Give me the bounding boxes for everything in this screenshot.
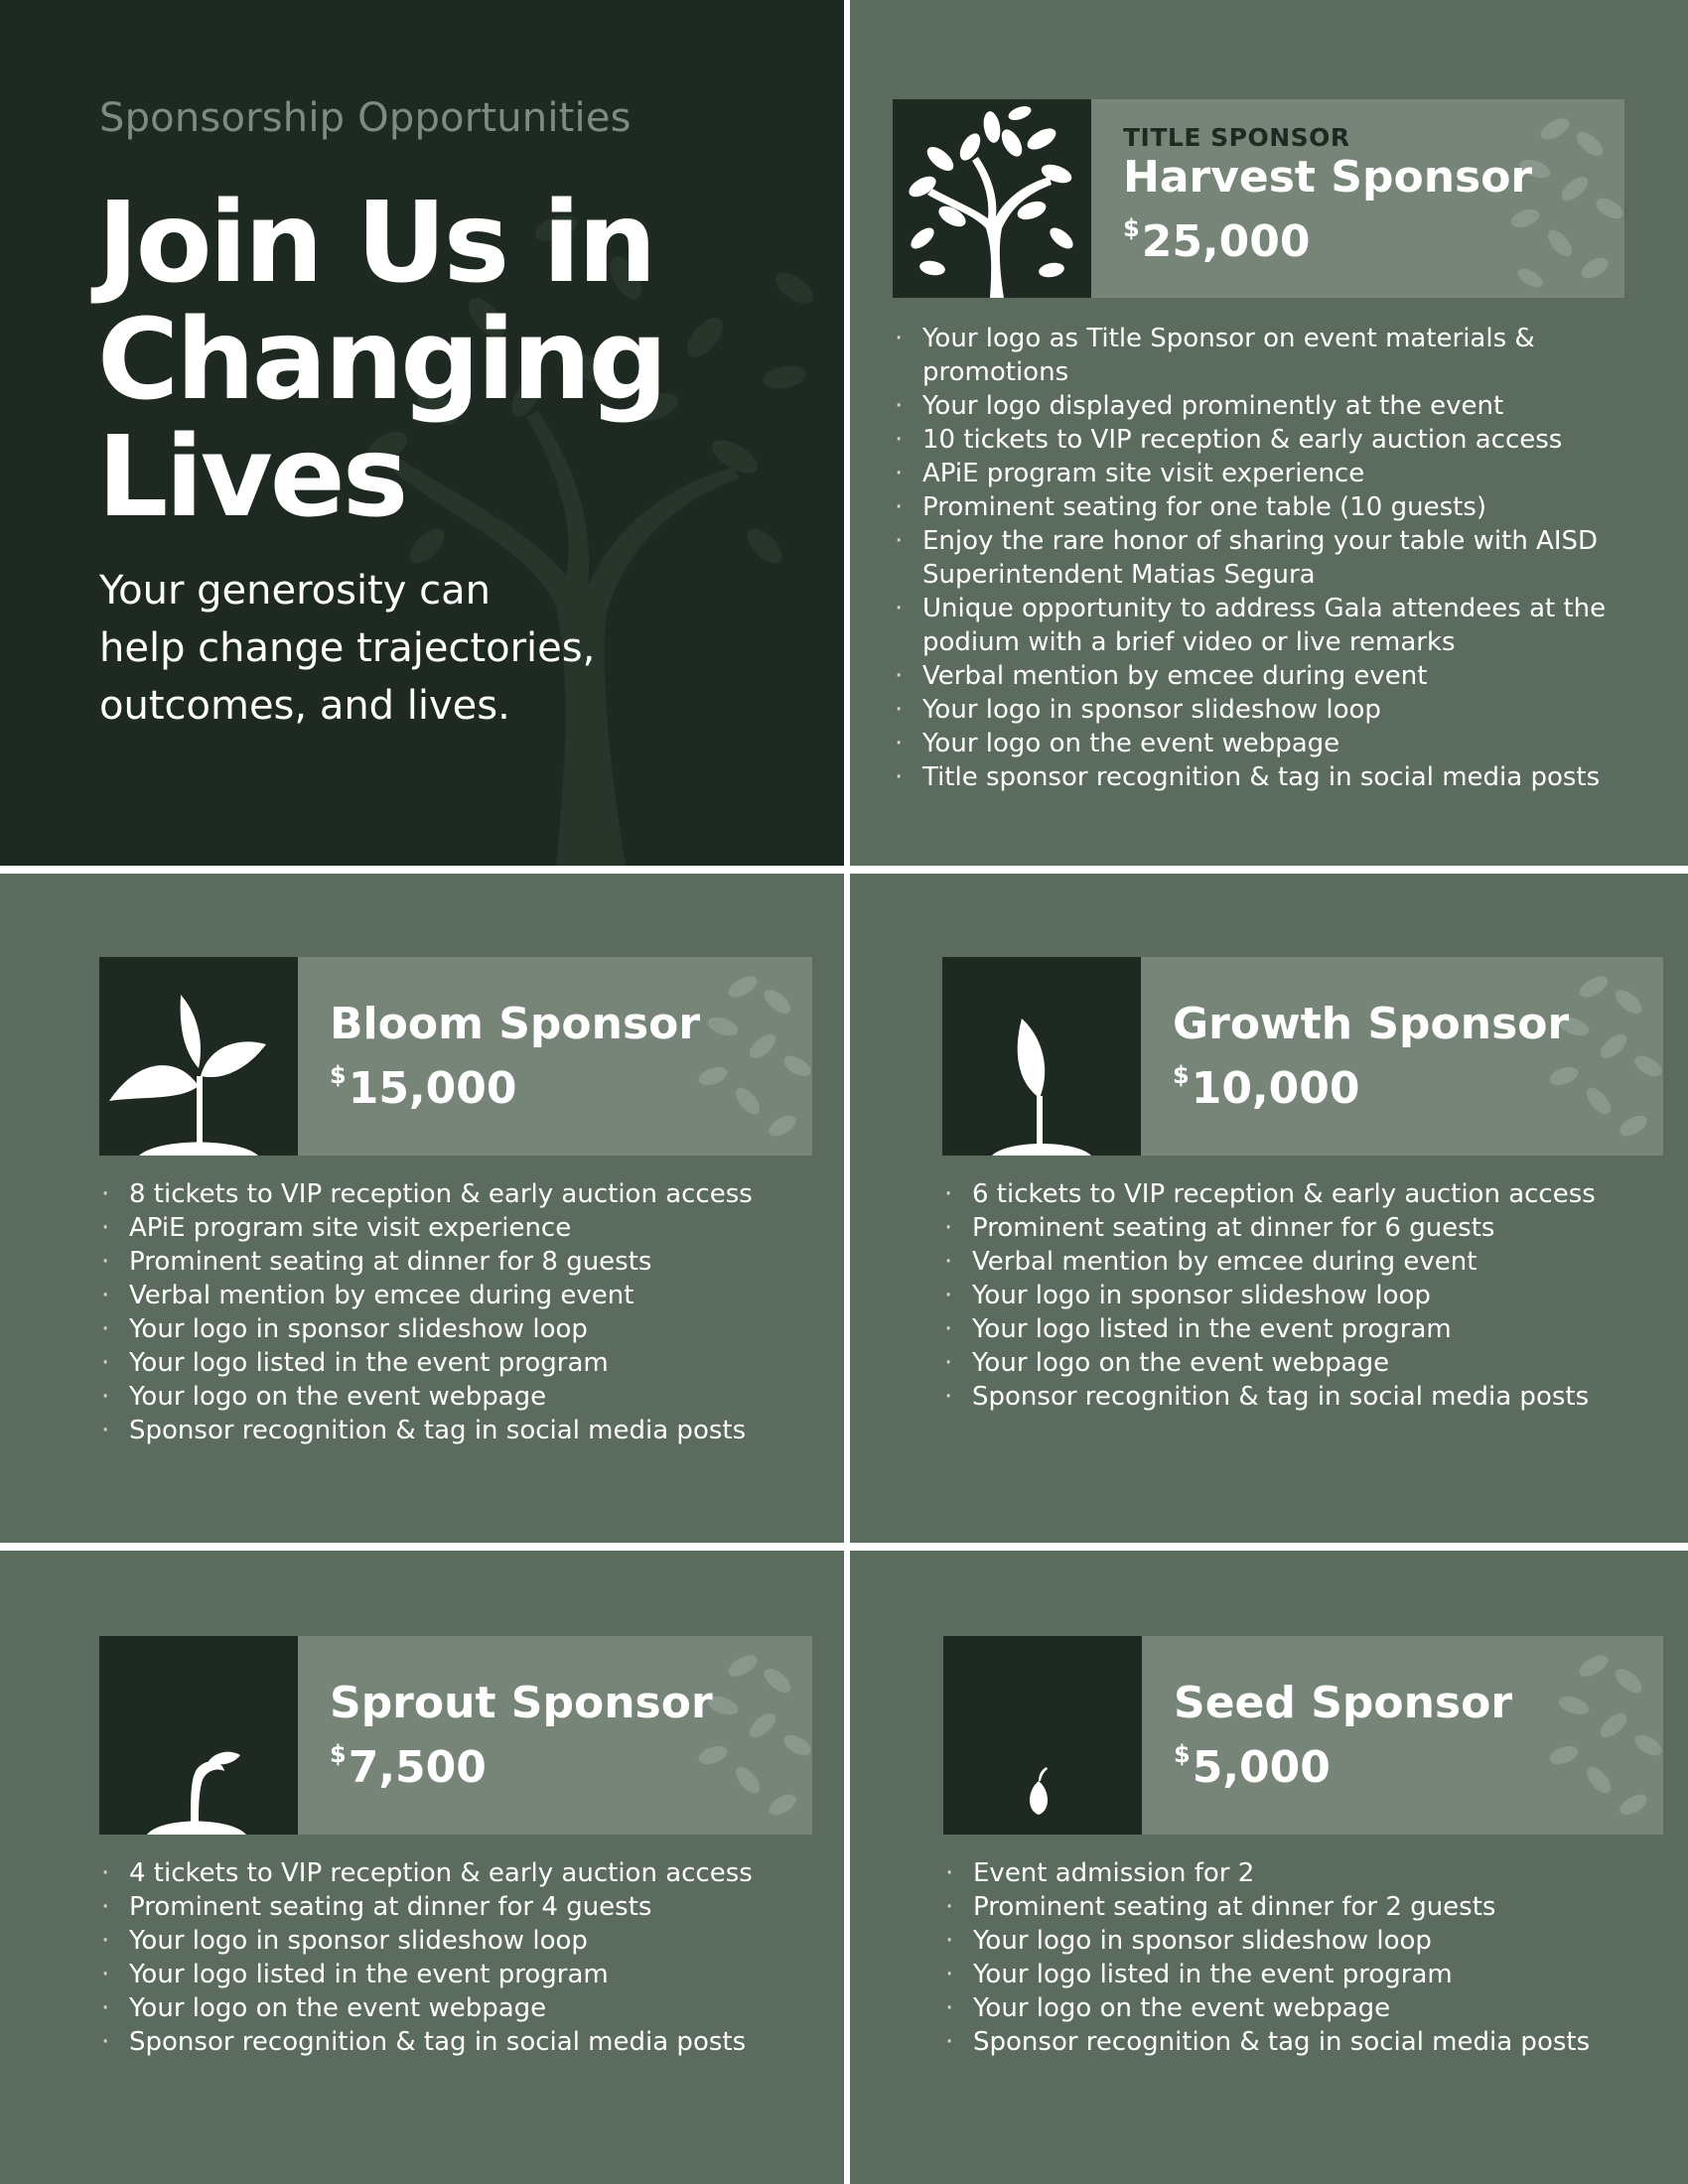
benefit-list: [943, 1856, 1658, 2059]
tier-name: Bloom Sponsor: [330, 999, 701, 1049]
currency-symbol: $: [1173, 1061, 1190, 1089]
benefit-item: · Your logo in sponsor slideshow loop: [942, 1279, 1657, 1312]
benefit-list: [893, 322, 1667, 794]
benefit-item: · 10 tickets to VIP reception & early auction access: [893, 423, 1667, 457]
benefit-item: · Your logo listed in the event program: [942, 1312, 1657, 1346]
title-line: Join Us in: [97, 179, 654, 308]
subtitle-line: help change trajectories,: [99, 625, 596, 671]
amount-value: 7,500: [348, 1742, 487, 1793]
benefit-item: · Verbal mention by emcee during event: [893, 659, 1667, 693]
seed-header-text: [1174, 1678, 1512, 1793]
growth-header-text: [1173, 999, 1569, 1114]
benefit-item: · Your logo on the event webpage: [99, 1991, 814, 2025]
benefit-list: [99, 1177, 814, 1447]
benefit-item: · Your logo in sponsor slideshow loop: [99, 1312, 814, 1346]
benefit-item: · Prominent seating at dinner for 4 guests: [99, 1890, 814, 1924]
benefit-item: · Your logo in sponsor slideshow loop: [943, 1924, 1658, 1958]
amount-value: 10,000: [1191, 1063, 1360, 1114]
amount-value: 5,000: [1192, 1742, 1331, 1793]
hero-panel: [0, 0, 844, 866]
seed-icon: [943, 1636, 1142, 1835]
hero-eyebrow: Sponsorship Opportunities: [99, 95, 632, 141]
benefit-item: · Sponsor recognition & tag in social media posts: [99, 2025, 814, 2059]
benefit-item: · Your logo listed in the event program: [943, 1958, 1658, 1991]
benefit-item: · Your logo on the event webpage: [943, 1991, 1658, 2025]
title-line: Changing: [97, 296, 665, 425]
benefit-item: · Your logo in sponsor slideshow loop: [893, 693, 1667, 727]
benefit-item: · Title sponsor recognition & tag in social media posts: [893, 760, 1667, 794]
benefit-item: · Your logo on the event webpage: [99, 1380, 814, 1414]
benefit-item: · Verbal mention by emcee during event: [99, 1279, 814, 1312]
currency-symbol: $: [1123, 214, 1140, 242]
subtitle-line: outcomes, and lives.: [99, 683, 510, 729]
benefit-item: · Your logo as Title Sponsor on event materials & promotions: [893, 322, 1667, 389]
amount-value: 15,000: [348, 1063, 517, 1114]
seedling-icon: [99, 957, 298, 1156]
benefit-item: · Verbal mention by emcee during event: [942, 1245, 1657, 1279]
page-title: [97, 179, 733, 542]
leaf-pattern-icon: [1534, 1636, 1663, 1835]
benefit-item: · Sponsor recognition & tag in social media posts: [943, 2025, 1658, 2059]
tier-amount: [1123, 204, 1532, 267]
benefit-item: · Your logo listed in the event program: [99, 1346, 814, 1380]
tier-label: TITLE SPONSOR: [1123, 123, 1350, 152]
currency-symbol: $: [330, 1740, 347, 1768]
benefit-item: · Enjoy the rare honor of sharing your table with AISD Superintendent Matias Segura: [893, 524, 1667, 592]
amount-value: 25,000: [1141, 216, 1311, 267]
benefit-item: · Prominent seating at dinner for 2 guests: [943, 1890, 1658, 1924]
harvest-header-text: [1123, 123, 1532, 267]
benefit-item: · Your logo listed in the event program: [99, 1958, 814, 1991]
tier-name: Growth Sponsor: [1173, 999, 1570, 1049]
seed-sponsor-card: [850, 1551, 1688, 2184]
bloom-sponsor-card: [0, 874, 844, 1543]
benefit-item: · Your logo on the event webpage: [893, 727, 1667, 760]
leaf-sprout-icon: [942, 957, 1141, 1156]
tier-name: Seed Sponsor: [1174, 1678, 1513, 1728]
tree-icon: [893, 99, 1091, 298]
benefit-item: · Prominent seating at dinner for 6 guests: [942, 1211, 1657, 1245]
harvest-sponsor-card: [850, 0, 1688, 866]
tier-amount: [330, 1729, 713, 1793]
benefit-item: · APiE program site visit experience: [99, 1211, 814, 1245]
benefit-item: · Prominent seating for one table (10 guests): [893, 490, 1667, 524]
tier-name: Harvest Sponsor: [1123, 152, 1533, 203]
benefit-item: · Event admission for 2: [943, 1856, 1658, 1890]
bloom-sponsor-header: [99, 957, 812, 1156]
benefit-list: [99, 1856, 814, 2059]
tier-name: Sprout Sponsor: [330, 1678, 713, 1728]
benefit-item: · Your logo on the event webpage: [942, 1346, 1657, 1380]
sprout-sponsor-header: [99, 1636, 812, 1835]
title-line: Lives: [97, 413, 406, 542]
tier-amount: [1173, 1050, 1569, 1114]
bloom-header-text: [330, 999, 700, 1114]
benefit-list: [942, 1177, 1657, 1414]
benefit-item: · Unique opportunity to address Gala attendees at the podium with a brief video or live remarks: [893, 592, 1667, 659]
benefit-item: · 6 tickets to VIP reception & early auction access: [942, 1177, 1657, 1211]
harvest-sponsor-header: [893, 99, 1624, 298]
seed-sponsor-header: [943, 1636, 1663, 1835]
sprout-icon: [99, 1636, 298, 1835]
currency-symbol: $: [330, 1061, 347, 1089]
benefit-item: · Your logo displayed prominently at the event: [893, 389, 1667, 423]
growth-sponsor-header: [942, 957, 1663, 1156]
benefit-item: · 8 tickets to VIP reception & early auction access: [99, 1177, 814, 1211]
tier-amount: [330, 1050, 700, 1114]
benefit-item: · 4 tickets to VIP reception & early auction access: [99, 1856, 814, 1890]
sprout-header-text: [330, 1678, 713, 1793]
tier-amount: [1174, 1729, 1512, 1793]
growth-sponsor-card: [850, 874, 1688, 1543]
benefit-item: · Sponsor recognition & tag in social media posts: [99, 1414, 814, 1447]
sprout-sponsor-card: [0, 1551, 844, 2184]
benefit-item: · APiE program site visit experience: [893, 457, 1667, 490]
currency-symbol: $: [1174, 1740, 1191, 1768]
benefit-item: · Your logo in sponsor slideshow loop: [99, 1924, 814, 1958]
hero-subtitle: [99, 562, 655, 735]
benefit-item: · Sponsor recognition & tag in social media posts: [942, 1380, 1657, 1414]
benefit-item: · Prominent seating at dinner for 8 guests: [99, 1245, 814, 1279]
subtitle-line: Your generosity can: [99, 568, 491, 614]
leaf-pattern-icon: [683, 957, 812, 1156]
